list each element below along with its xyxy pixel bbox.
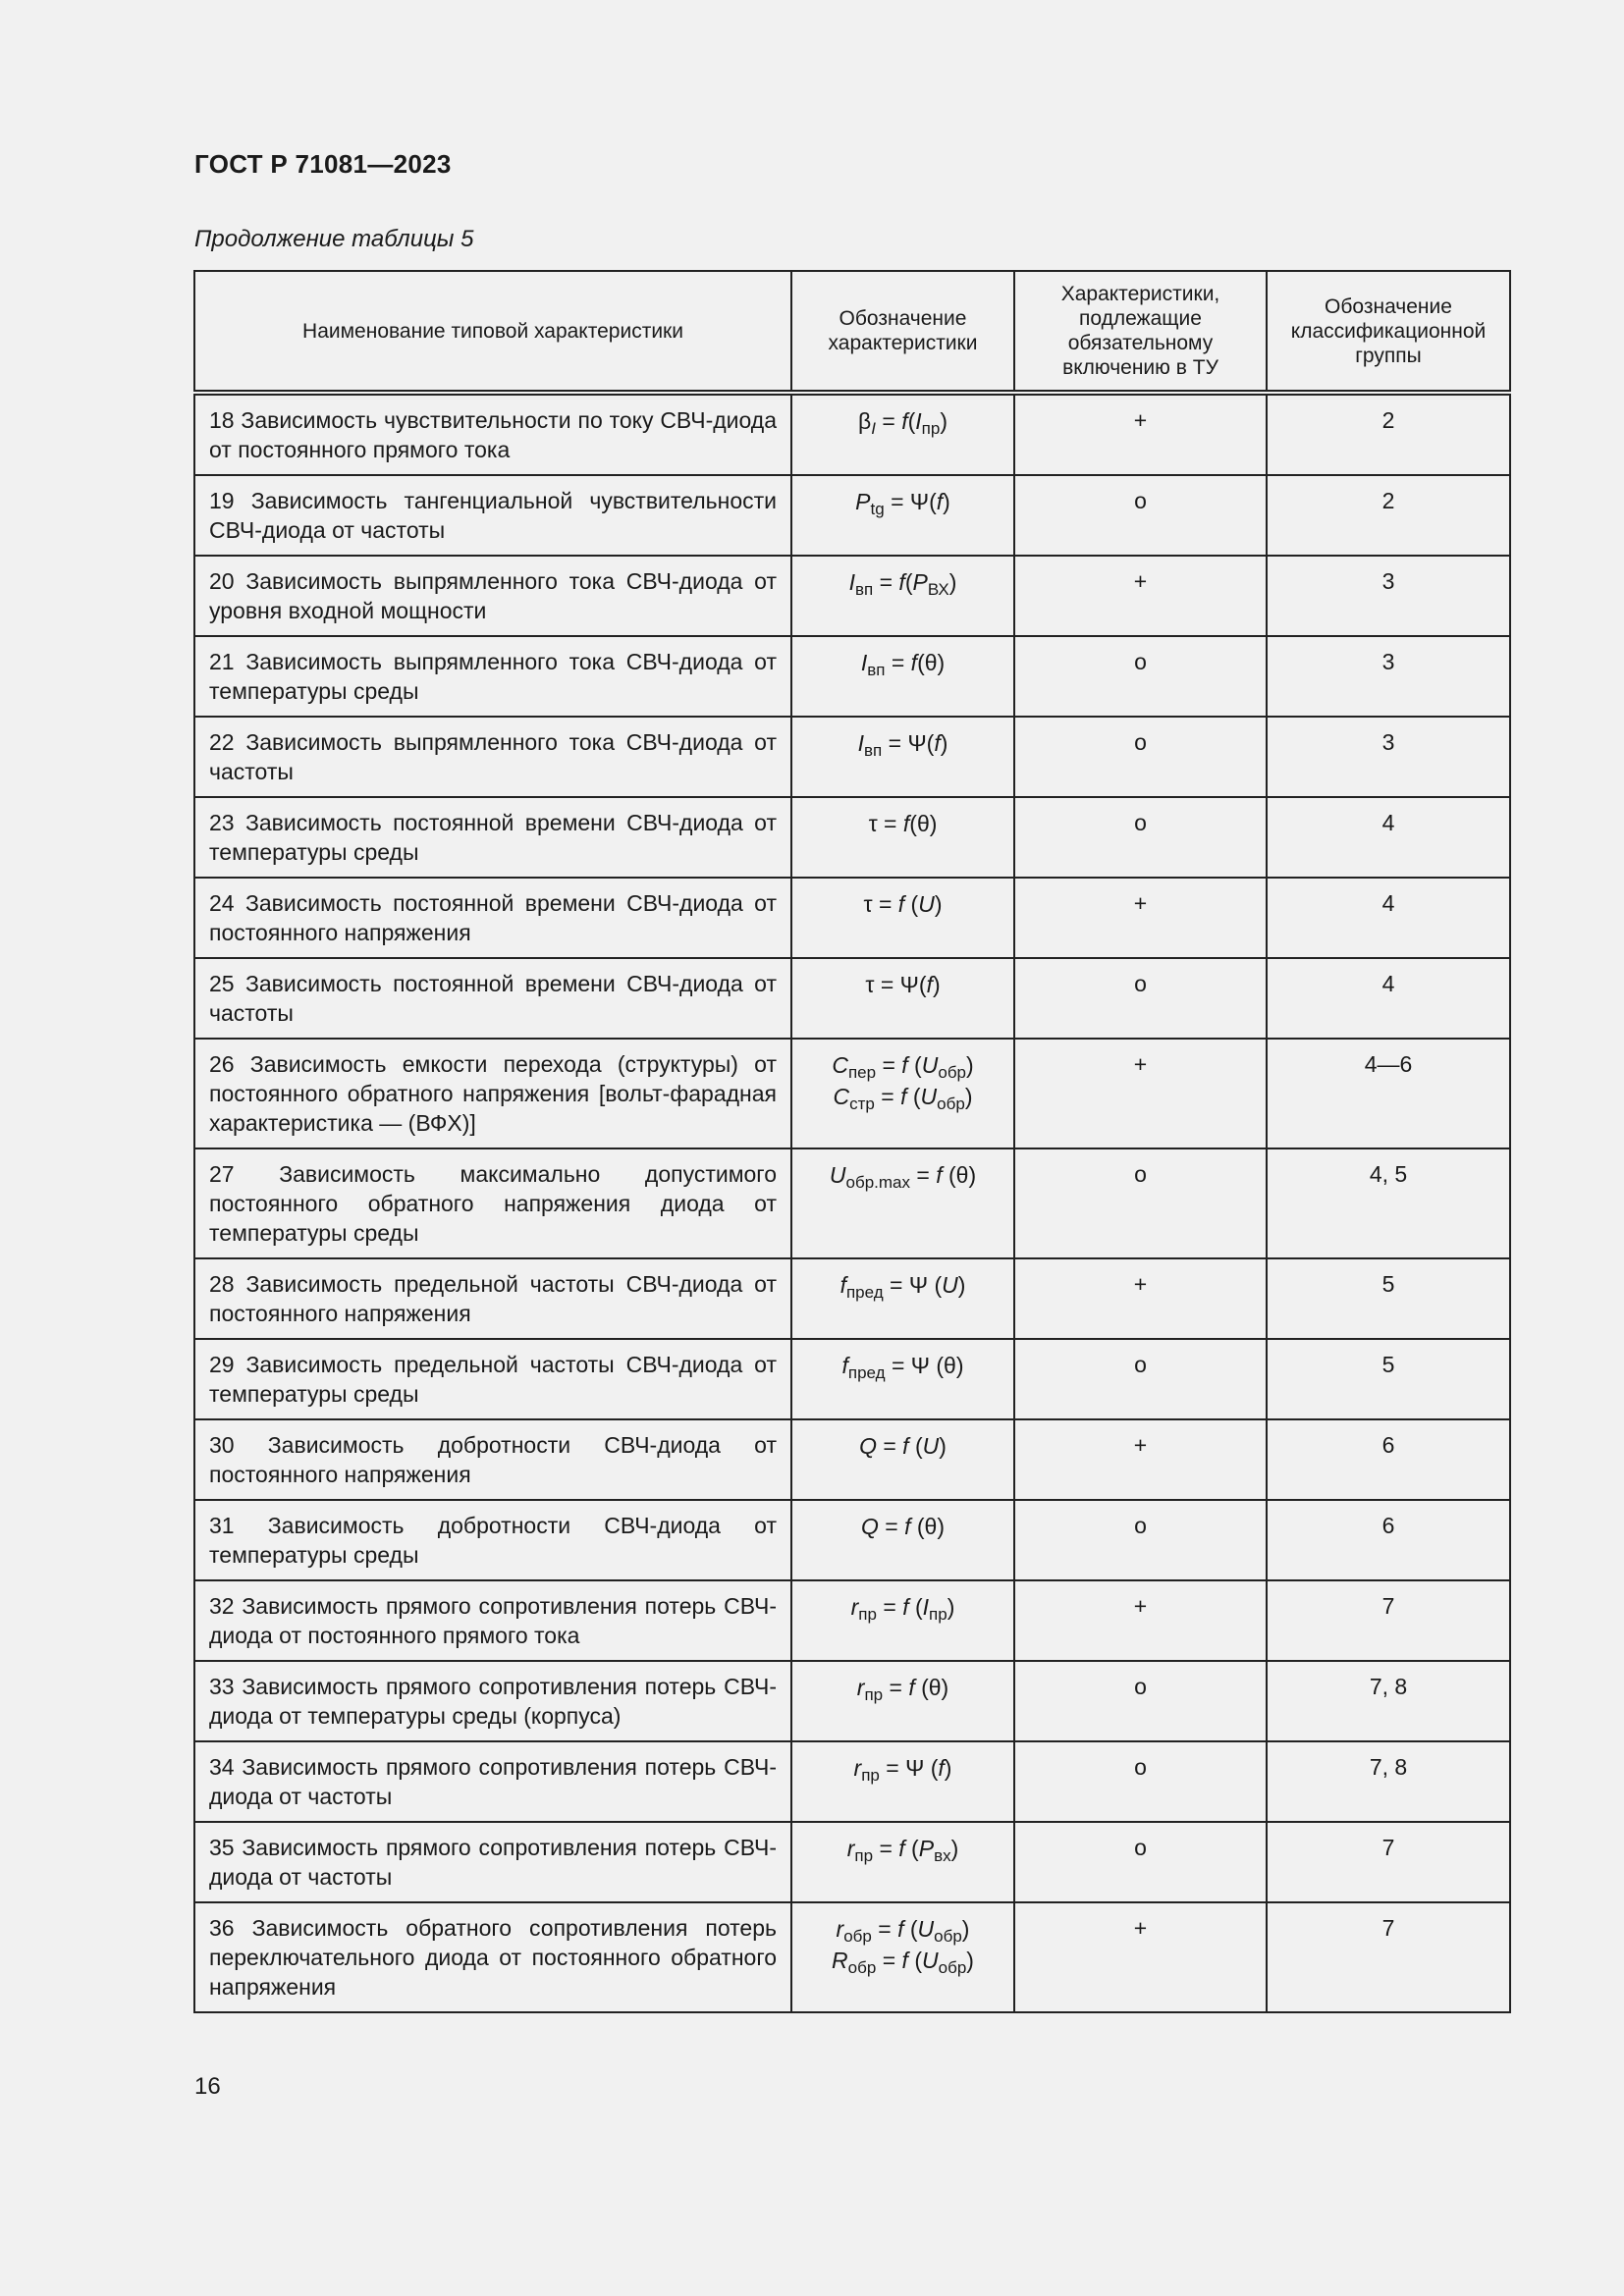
characteristic-designation — [791, 393, 1014, 475]
classification-group: 3 — [1267, 636, 1510, 717]
required-in-tu-mark: o — [1014, 717, 1267, 797]
designation-formula: $\beta_I = f(I_{пр})$ — [858, 408, 947, 438]
table-row — [194, 1039, 1510, 1148]
required-in-tu-mark: o — [1014, 1500, 1267, 1580]
table-row — [194, 1741, 1510, 1822]
characteristic-designation — [791, 878, 1014, 958]
characteristic-designation — [791, 1148, 1014, 1258]
classification-group: 4 — [1267, 958, 1510, 1039]
header-required: Характеристики, подлежащие обязательному включению в ТУ — [1014, 271, 1267, 393]
characteristic-name: 27 Зависимость максимально допустимого постоянного обратного напряжения диода от температуры среды — [194, 1148, 791, 1258]
designation-formula: $r_{пр} = \Psi$ (f) — [853, 1755, 952, 1785]
header-designation: Обозначение характеристики — [791, 271, 1014, 393]
table-body — [194, 393, 1510, 2012]
characteristic-name: 23 Зависимость постоянной времени СВЧ-диода от температуры среды — [194, 797, 791, 878]
characteristic-designation — [791, 958, 1014, 1039]
table-header-row — [194, 271, 1510, 393]
characteristic-name: 29 Зависимость предельной частоты СВЧ-диода от температуры среды — [194, 1339, 791, 1419]
characteristic-designation — [791, 1258, 1014, 1339]
classification-group: 3 — [1267, 556, 1510, 636]
designation-formula: $R_{обр} = f$ $(U_{обр})$ — [832, 1948, 974, 1977]
required-in-tu-mark: + — [1014, 1902, 1267, 2012]
designation-formula: τ = Ψ(f) — [865, 972, 941, 997]
designation-formula: $r_{пр} = f$ (θ) — [856, 1675, 949, 1704]
characteristic-name: 33 Зависимость прямого сопротивления потерь СВЧ-диода от температуры среды (корпуса) — [194, 1661, 791, 1741]
classification-group: 7, 8 — [1267, 1741, 1510, 1822]
designation-formula: $f_{пред} = \Psi$ (θ) — [841, 1353, 964, 1382]
characteristic-designation — [791, 1419, 1014, 1500]
characteristic-name: 25 Зависимость постоянной времени СВЧ-диода от частоты — [194, 958, 791, 1039]
characteristic-designation — [791, 1661, 1014, 1741]
table-row — [194, 1148, 1510, 1258]
required-in-tu-mark: o — [1014, 797, 1267, 878]
required-in-tu-mark: o — [1014, 958, 1267, 1039]
classification-group: 5 — [1267, 1258, 1510, 1339]
designation-formula: τ = f(θ) — [868, 811, 938, 836]
classification-group: 4, 5 — [1267, 1148, 1510, 1258]
classification-group: 7 — [1267, 1902, 1510, 2012]
table-caption: Продолжение таблицы 5 — [194, 226, 474, 252]
characteristic-name: 31 Зависимость добротности СВЧ-диода от температуры среды — [194, 1500, 791, 1580]
table-row — [194, 1258, 1510, 1339]
designation-formula: $f_{пред} = \Psi$ (U) — [839, 1272, 966, 1302]
characteristic-designation — [791, 717, 1014, 797]
required-in-tu-mark: o — [1014, 1741, 1267, 1822]
designation-formula: $r_{пр} = f$ $(P_{вх})$ — [846, 1836, 959, 1865]
classification-group: 7, 8 — [1267, 1661, 1510, 1741]
characteristic-designation — [791, 1339, 1014, 1419]
characteristic-name: 21 Зависимость выпрямленного тока СВЧ-диода от температуры среды — [194, 636, 791, 717]
required-in-tu-mark: o — [1014, 636, 1267, 717]
classification-group: 5 — [1267, 1339, 1510, 1419]
header-name: Наименование типовой характеристики — [194, 271, 791, 393]
table-row — [194, 797, 1510, 878]
designation-formula: $C_{пер} = f$ $(U_{обр})$ — [832, 1052, 974, 1082]
characteristic-name: 22 Зависимость выпрямленного тока СВЧ-диода от частоты — [194, 717, 791, 797]
designation-formula: $P_{tg} = \Psi(f)$ — [855, 489, 950, 518]
designation-formula: $U_{обр.max} = f$ (θ) — [829, 1162, 977, 1192]
characteristic-name: 24 Зависимость постоянной времени СВЧ-диода от постоянного напряжения — [194, 878, 791, 958]
table-row — [194, 717, 1510, 797]
required-in-tu-mark: o — [1014, 1339, 1267, 1419]
characteristic-name: 18 Зависимость чувствительности по току СВЧ-диода от постоянного прямого тока — [194, 393, 791, 475]
designation-formula: Q = f (U) — [859, 1433, 947, 1459]
required-in-tu-mark: + — [1014, 1419, 1267, 1500]
classification-group: 7 — [1267, 1822, 1510, 1902]
table-row — [194, 1822, 1510, 1902]
designation-formula: $r_{пр} = f$ $(I_{пр})$ — [850, 1594, 955, 1624]
characteristic-designation — [791, 1500, 1014, 1580]
classification-group: 4 — [1267, 797, 1510, 878]
table-row — [194, 556, 1510, 636]
designation-formula: τ = f (U) — [863, 891, 943, 917]
classification-group: 2 — [1267, 393, 1510, 475]
table-row — [194, 1419, 1510, 1500]
characteristic-name: 32 Зависимость прямого сопротивления потерь СВЧ-диода от постоянного прямого тока — [194, 1580, 791, 1661]
table-row — [194, 958, 1510, 1039]
characteristics-table — [193, 270, 1511, 2013]
designation-formula: $I_{вп} = f(P_{ВХ})$ — [848, 569, 957, 599]
required-in-tu-mark: o — [1014, 1661, 1267, 1741]
characteristic-designation — [791, 556, 1014, 636]
designation-formula: $r_{обр} = f$ $(U_{обр})$ — [836, 1916, 970, 1946]
characteristic-name: 28 Зависимость предельной частоты СВЧ-диода от постоянного напряжения — [194, 1258, 791, 1339]
characteristic-designation — [791, 1822, 1014, 1902]
classification-group: 6 — [1267, 1419, 1510, 1500]
designation-formula: $C_{стр} = f$ $(U_{обр})$ — [833, 1084, 973, 1113]
classification-group: 4 — [1267, 878, 1510, 958]
required-in-tu-mark: + — [1014, 556, 1267, 636]
designation-formula: $I_{вп} = \Psi(f)$ — [857, 730, 948, 760]
required-in-tu-mark: + — [1014, 878, 1267, 958]
characteristic-designation — [791, 475, 1014, 556]
designation-formula: Q = f (θ) — [861, 1514, 945, 1539]
header-group: Обозначение классификационной группы — [1267, 271, 1510, 393]
characteristic-designation — [791, 1741, 1014, 1822]
characteristic-name: 34 Зависимость прямого сопротивления потерь СВЧ-диода от частоты — [194, 1741, 791, 1822]
document-code: ГОСТ Р 71081—2023 — [194, 149, 452, 179]
classification-group: 2 — [1267, 475, 1510, 556]
characteristic-name: 35 Зависимость прямого сопротивления потерь СВЧ-диода от частоты — [194, 1822, 791, 1902]
classification-group: 7 — [1267, 1580, 1510, 1661]
table-row — [194, 878, 1510, 958]
required-in-tu-mark: + — [1014, 393, 1267, 475]
characteristic-designation — [791, 797, 1014, 878]
characteristic-name: 26 Зависимость емкости перехода (структуры) от постоянного обратного напряжения [вольт-фарадная характеристика — (ВФХ)] — [194, 1039, 791, 1148]
required-in-tu-mark: + — [1014, 1580, 1267, 1661]
required-in-tu-mark: o — [1014, 1148, 1267, 1258]
characteristic-designation — [791, 636, 1014, 717]
characteristic-name: 19 Зависимость тангенциальной чувствительности СВЧ-диода от частоты — [194, 475, 791, 556]
characteristic-name: 30 Зависимость добротности СВЧ-диода от постоянного напряжения — [194, 1419, 791, 1500]
designation-formula: $I_{вп} = f(\theta)$ — [860, 650, 946, 679]
required-in-tu-mark: + — [1014, 1039, 1267, 1148]
table-row — [194, 393, 1510, 475]
classification-group: 3 — [1267, 717, 1510, 797]
table-row — [194, 1580, 1510, 1661]
page-number: 16 — [194, 2073, 221, 2100]
classification-group: 4—6 — [1267, 1039, 1510, 1148]
characteristic-designation — [791, 1580, 1014, 1661]
required-in-tu-mark: + — [1014, 1258, 1267, 1339]
table-row — [194, 1500, 1510, 1580]
characteristic-name: 36 Зависимость обратного сопротивления потерь переключательного диода от постоянного обратного напряжения — [194, 1902, 791, 2012]
table-row — [194, 1661, 1510, 1741]
classification-group: 6 — [1267, 1500, 1510, 1580]
required-in-tu-mark: o — [1014, 1822, 1267, 1902]
table-row — [194, 636, 1510, 717]
table-row — [194, 1902, 1510, 2012]
required-in-tu-mark: o — [1014, 475, 1267, 556]
characteristic-name: 20 Зависимость выпрямленного тока СВЧ-диода от уровня входной мощности — [194, 556, 791, 636]
table-row — [194, 1339, 1510, 1419]
table-row — [194, 475, 1510, 556]
characteristic-designation — [791, 1039, 1014, 1148]
characteristic-designation — [791, 1902, 1014, 2012]
